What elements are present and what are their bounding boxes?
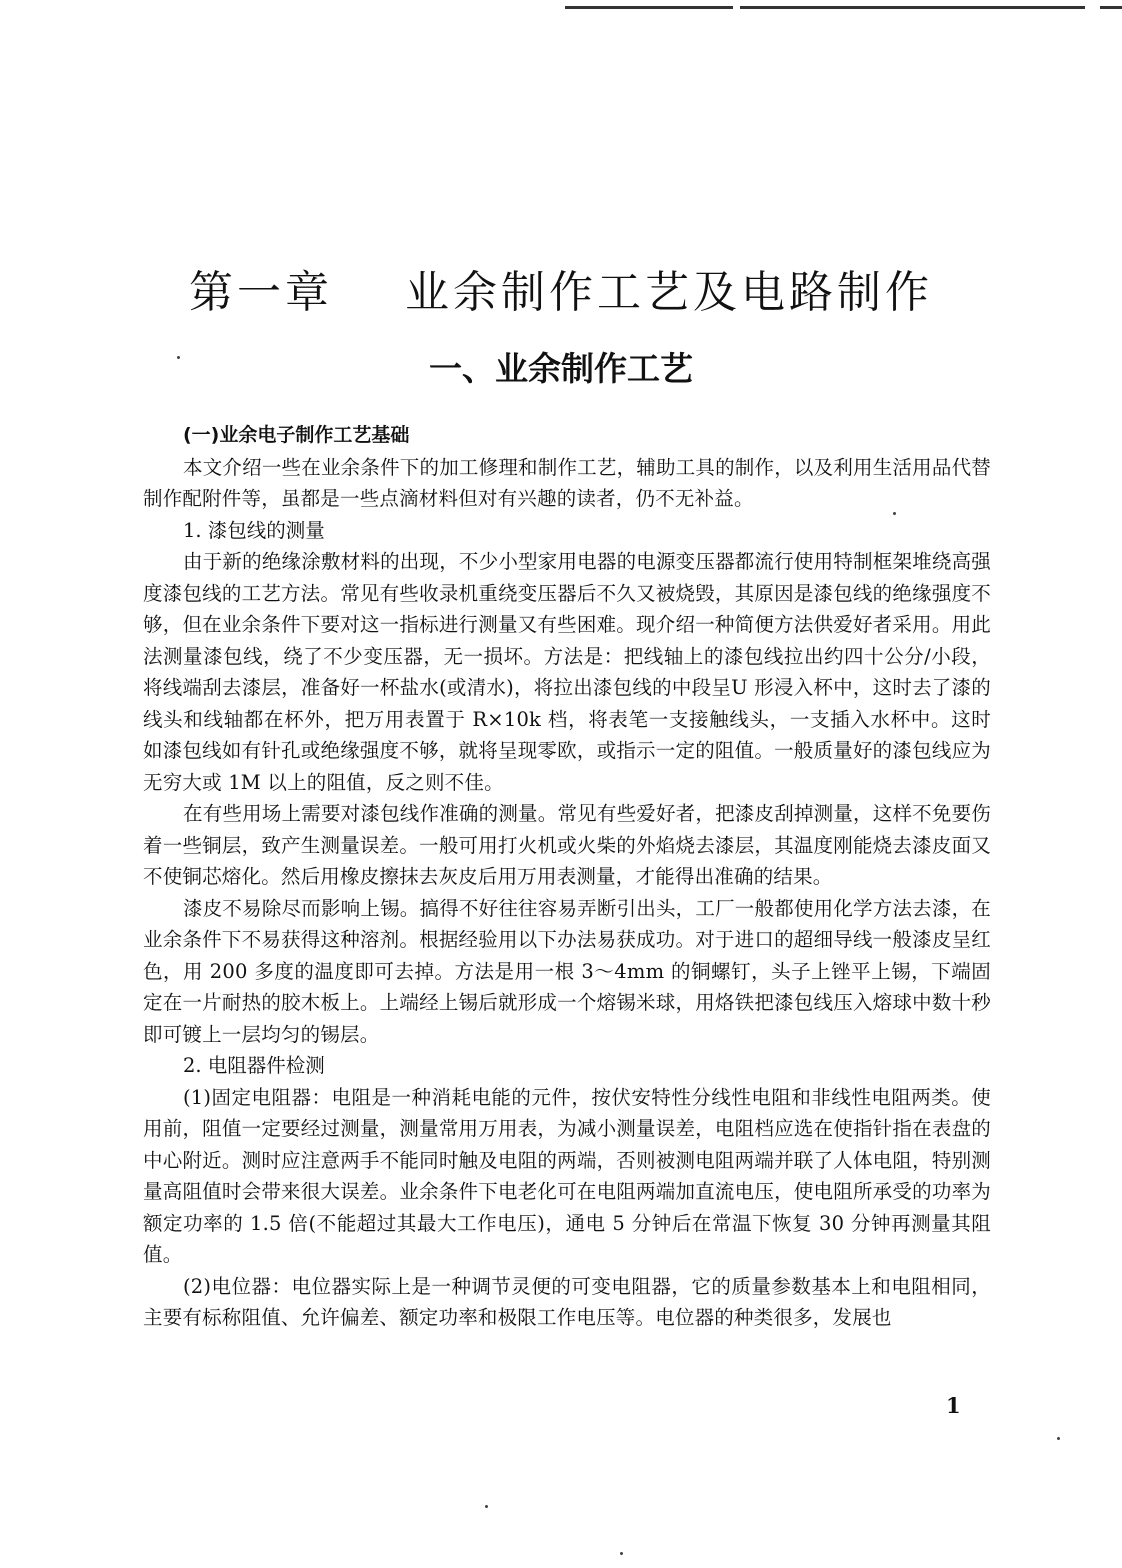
section-title: 一、业余制作工艺 bbox=[429, 349, 693, 388]
paragraph: (2)电位器：电位器实际上是一种调节灵便的可变电阻器，它的质量参数基本上和电阻相同，主要有标称阻值、允许偏差、额定功率和极限工作电压等。电位器的种类很多，发展也 bbox=[143, 1274, 991, 1329]
scan-speck bbox=[1057, 1437, 1060, 1440]
item-heading: 2. 电阻器件检测 bbox=[183, 1054, 325, 1077]
page-number: 1 bbox=[946, 1393, 961, 1418]
paragraph: 漆皮不易除尽而影响上锡。搞得不好往往容易弄断引出头，工厂一般都使用化学方法去漆，在业余条件下不易获得这种溶剂。根据经验用以下办法易获成功。对于进口的超细导线一般漆皮呈红色，用 200 多度的温度即可去掉。方法是用一根 3～4mm 的铜螺钉，头子上锉平上锡，下端固定在一片耐热的胶木板上。上端经上锡后就形成一个熔锡米球，用烙铁把漆包线压入熔球中数十秒即可镀上一层均匀的锡层。 bbox=[143, 896, 991, 1046]
paragraph: 本文介绍一些在业余条件下的加工修理和制作工艺，辅助工具的制作，以及利用生活用品代替制作配附件等，虽都是一些点滴材料但对有兴趣的读者，仍不无补益。 bbox=[143, 455, 991, 510]
item-heading: 1. 漆包线的测量 bbox=[183, 518, 325, 542]
paragraph: (1)固定电阻器：电阻是一种消耗电能的元件，按伏安特性分线性电阻和非线性电阻两类。使用前，阻值一定要经过测量，测量常用万用表，为减小测量误差，电阻档应选在使指针指在表盘的中心附近。测时应注意两手不能同时触及电阻的两端，否则被测电阻两端并联了人体电阻，特别测量高阻值时会带来很大误差。业余条件下电老化可在电阻两端加直流电压，使电阻所承受的功率为额定功率的 1.5 倍(不能超过其最大工作电压)，通电 5 分钟后在常温下恢复 30 分钟再测量其阻值。 bbox=[143, 1085, 991, 1266]
top-rule bbox=[1100, 6, 1122, 9]
subsection-title: (一)业余电子制作工艺基础 bbox=[183, 424, 410, 446]
top-rule bbox=[565, 6, 733, 9]
scan-speck bbox=[177, 356, 180, 359]
scan-speck bbox=[620, 1552, 623, 1555]
chapter-title: 第一章 业余制作工艺及电路制作 bbox=[189, 267, 933, 318]
top-rule bbox=[740, 6, 1085, 9]
paragraph: 由于新的绝缘涂敷材料的出现，不少小型家用电器的电源变压器都流行使用特制框架堆绕高强度漆包线的工艺方法。常见有些收录机重绕变压器后不久又被烧毁，其原因是漆包线的绝缘强度不够，但在业余条件下要对这一指标进行测量又有些困难。现介绍一种简便方法供爱好者采用。用此法测量漆包线，绕了不少变压器，无一损坏。方法是：把线轴上的漆包线拉出约四十公分/小段，将线端刮去漆层，准备好一杯盐水(或清水)，将拉出漆包线的中段呈U 形浸入杯中，这时去了漆的线头和线轴都在杯外，把万用表置于 R×10k 档，将表笔一支接触线头，一支插入水杯中。这时如漆包线如有针孔或绝缘强度不够，就将呈现零欧，或指示一定的阻值。一般质量好的漆包线应为无穷大或 1M 以上的阻值，反之则不佳。 bbox=[143, 550, 991, 794]
body-text bbox=[143, 420, 991, 1334]
scan-speck bbox=[893, 512, 896, 515]
scan-speck bbox=[485, 1505, 488, 1508]
paragraph: 在有些用场上需要对漆包线作准确的测量。常见有些爱好者，把漆皮刮掉测量，这样不免要伤着一些铜层，致产生测量误差。一般可用打火机或火柴的外焰烧去漆层，其温度刚能烧去漆皮面又不使铜芯熔化。然后用橡皮擦抹去灰皮后用万用表测量，才能得出准确的结果。 bbox=[143, 802, 991, 888]
